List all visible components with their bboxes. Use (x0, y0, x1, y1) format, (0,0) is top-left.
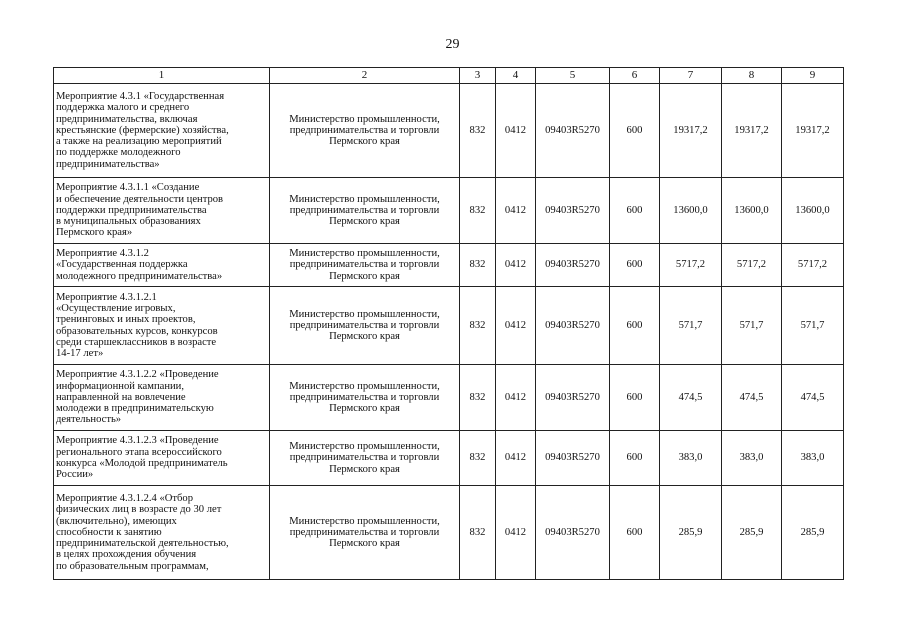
organization-line: Пермского края (329, 216, 400, 228)
description-line: информационной кампании, (56, 380, 184, 392)
amount-year-2-cell: 5717,2 (722, 244, 782, 287)
description-line: по поддержке молодежного (56, 147, 181, 159)
amount-year-1-cell: 19317,2 (660, 84, 722, 178)
description-line: Мероприятие 4.3.1.2.2 «Проведение (56, 369, 219, 381)
description-line: и обеспечение деятельности центров (56, 193, 224, 205)
description-line: способности к занятию (56, 526, 162, 538)
column-header-7: 7 (660, 68, 722, 84)
expense-type-cell: 600 (610, 84, 660, 178)
organization-line: Пермского края (329, 270, 400, 282)
description-line: предпринимательской деятельностью, (56, 538, 229, 550)
ministry-code-cell: 832 (460, 287, 496, 365)
table-row (54, 244, 844, 287)
organization-line: предпринимательства и торговли (289, 526, 440, 538)
organization-line: Министерство промышленности, (289, 308, 440, 320)
target-article-cell: 09403R5270 (536, 365, 610, 431)
organization-line: предпринимательства и торговли (289, 259, 440, 271)
organization-line: Министерство промышленности, (289, 380, 440, 392)
table-body (54, 84, 844, 580)
organization-line: Пермского края (329, 538, 400, 550)
responsible-organization (270, 84, 460, 178)
amount-year-1-cell: 13600,0 (660, 178, 722, 244)
column-header-8: 8 (722, 68, 782, 84)
event-description (54, 431, 270, 486)
organization-line: Министерство промышленности, (289, 193, 440, 205)
description-line: крестьянские (фермерские) хозяйства, (56, 124, 229, 136)
organization-line: Министерство промышленности, (289, 441, 440, 453)
target-article-cell: 09403R5270 (536, 287, 610, 365)
event-description (54, 244, 270, 287)
amount-year-1-cell: 474,5 (660, 365, 722, 431)
description-line: Мероприятие 4.3.1.2 (56, 248, 149, 260)
description-line: в муниципальных образованиях (56, 216, 201, 228)
ministry-code-cell: 832 (460, 178, 496, 244)
event-description (54, 287, 270, 365)
description-line: Пермского края» (56, 227, 133, 239)
expense-type-cell: 600 (610, 431, 660, 486)
organization-line: предпринимательства и торговли (289, 204, 440, 216)
expense-type-cell: 600 (610, 178, 660, 244)
description-line: в целях прохождения обучения (56, 549, 197, 561)
description-line: Мероприятие 4.3.1.2.4 «Отбор (56, 492, 194, 504)
responsible-organization (270, 287, 460, 365)
organization-line: Министерство промышленности, (289, 248, 440, 260)
organization-line: Министерство промышленности, (289, 515, 440, 527)
page-number: 29 (445, 37, 460, 52)
expense-type-cell: 600 (610, 244, 660, 287)
amount-year-3-cell: 19317,2 (782, 84, 844, 178)
organization-line: предпринимательства и торговли (289, 391, 440, 403)
section-code-cell: 0412 (496, 244, 536, 287)
organization-line: Пермского края (329, 463, 400, 475)
description-line: 14-17 лет» (56, 348, 104, 360)
column-header-3: 3 (460, 68, 496, 84)
ministry-code-cell: 832 (460, 244, 496, 287)
event-description (54, 178, 270, 244)
description-line: (включительно), имеющих (56, 515, 177, 527)
description-line: молодежного предпринимательства» (56, 270, 223, 282)
description-line: Мероприятие 4.3.1.2.3 «Проведение (56, 435, 219, 447)
section-code-cell: 0412 (496, 287, 536, 365)
column-header-9: 9 (782, 68, 844, 84)
responsible-organization (270, 431, 460, 486)
responsible-organization (270, 365, 460, 431)
description-line: России» (56, 469, 94, 481)
organization-line: Пермского края (329, 136, 400, 148)
target-article-cell: 09403R5270 (536, 84, 610, 178)
description-line: предпринимательства, включая (56, 113, 198, 125)
amount-year-2-cell: 19317,2 (722, 84, 782, 178)
organization-line: Министерство промышленности, (289, 113, 440, 125)
section-code-cell: 0412 (496, 365, 536, 431)
description-line: а также на реализацию мероприятий (56, 136, 222, 148)
description-line: среди старшеклассников в возрасте (56, 336, 217, 348)
description-line: направленной на вовлечение (56, 391, 186, 403)
ministry-code-cell: 832 (460, 431, 496, 486)
section-code-cell: 0412 (496, 178, 536, 244)
description-line: конкурса «Молодой предприниматель (56, 458, 228, 469)
column-header-2: 2 (270, 68, 460, 84)
ministry-code-cell: 832 (460, 365, 496, 431)
amount-year-3-cell: 474,5 (782, 365, 844, 431)
event-description (54, 84, 270, 178)
target-article-cell: 09403R5270 (536, 244, 610, 287)
amount-year-2-cell: 383,0 (722, 431, 782, 486)
description-line: тренинговых и иных проектов, (56, 314, 196, 326)
description-line: «Осуществление игровых, (56, 302, 176, 314)
section-code-cell: 0412 (496, 486, 536, 580)
amount-year-2-cell: 13600,0 (722, 178, 782, 244)
column-header-1: 1 (54, 68, 270, 84)
description-line: физических лиц в возрасте до 30 лет (56, 504, 222, 516)
responsible-organization (270, 244, 460, 287)
expense-type-cell: 600 (610, 287, 660, 365)
description-line: молодежи в предпринимательскую (56, 403, 214, 415)
amount-year-1-cell: 383,0 (660, 431, 722, 486)
event-description (54, 365, 270, 431)
expense-type-cell: 600 (610, 365, 660, 431)
column-header-4: 4 (496, 68, 536, 84)
description-line: образовательных курсов, конкурсов (56, 325, 218, 337)
description-line: Мероприятие 4.3.1 «Государственная (56, 90, 225, 102)
description-line: «Государственная поддержка (56, 259, 188, 271)
amount-year-3-cell: 5717,2 (782, 244, 844, 287)
table-row (54, 365, 844, 431)
table-row (54, 178, 844, 244)
amount-year-2-cell: 285,9 (722, 486, 782, 580)
amount-year-2-cell: 474,5 (722, 365, 782, 431)
column-header-6: 6 (610, 68, 660, 84)
ministry-code-cell: 832 (460, 84, 496, 178)
event-description (54, 486, 270, 580)
section-code-cell: 0412 (496, 431, 536, 486)
expense-type-cell: 600 (610, 486, 660, 580)
amount-year-1-cell: 571,7 (660, 287, 722, 365)
description-line: деятельность» (56, 414, 122, 426)
amount-year-3-cell: 285,9 (782, 486, 844, 580)
organization-line: предпринимательства и торговли (289, 124, 440, 136)
amount-year-3-cell: 13600,0 (782, 178, 844, 244)
organization-line: Пермского края (329, 403, 400, 415)
target-article-cell: 09403R5270 (536, 178, 610, 244)
amount-year-3-cell: 383,0 (782, 431, 844, 486)
description-line: по образовательным программам, (56, 560, 209, 572)
budget-table (53, 67, 844, 580)
table-row (54, 84, 844, 178)
header-row (54, 68, 844, 84)
organization-line: Пермского края (329, 331, 400, 343)
description-line: предпринимательства» (56, 158, 160, 170)
description-line: регионального этапа всероссийского (56, 446, 222, 458)
column-header-5: 5 (536, 68, 610, 84)
organization-line: предпринимательства и торговли (289, 319, 440, 331)
responsible-organization (270, 178, 460, 244)
responsible-organization (270, 486, 460, 580)
table-row (54, 287, 844, 365)
description-line: поддержка малого и среднего (56, 102, 190, 114)
target-article-cell: 09403R5270 (536, 431, 610, 486)
section-code-cell: 0412 (496, 84, 536, 178)
organization-line: предпринимательства и торговли (289, 452, 440, 464)
description-line: поддержки предпринимательства (56, 204, 207, 216)
table-row (54, 431, 844, 486)
amount-year-1-cell: 285,9 (660, 486, 722, 580)
ministry-code-cell: 832 (460, 486, 496, 580)
amount-year-1-cell: 5717,2 (660, 244, 722, 287)
description-line: Мероприятие 4.3.1.1 «Создание (56, 182, 200, 194)
amount-year-2-cell: 571,7 (722, 287, 782, 365)
target-article-cell: 09403R5270 (536, 486, 610, 580)
description-line: Мероприятие 4.3.1.2.1 (56, 291, 157, 303)
table-row (54, 486, 844, 580)
amount-year-3-cell: 571,7 (782, 287, 844, 365)
